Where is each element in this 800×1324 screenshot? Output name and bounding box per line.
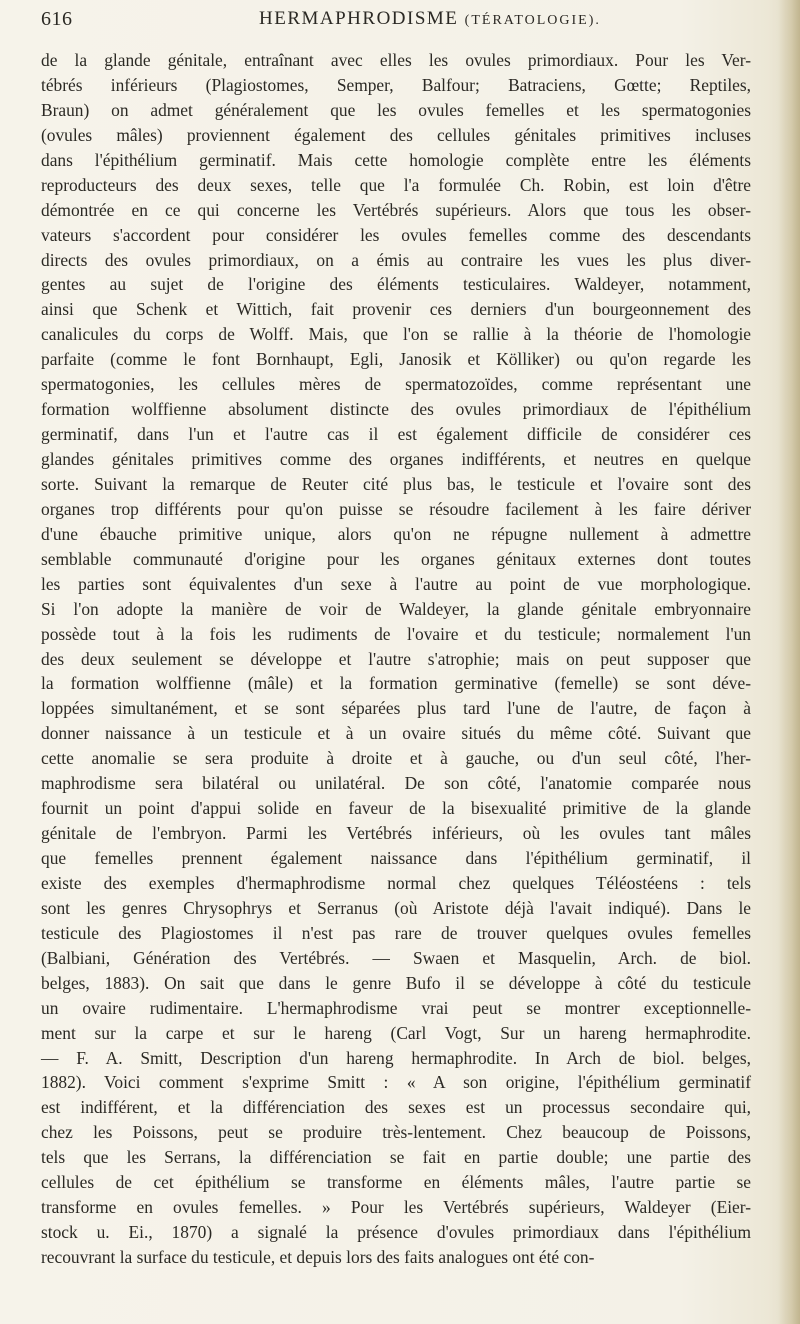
text-line: stock u. Ei., 1870) a signalé la présence d'ovules primordiaux dans l'épithélium — [41, 1222, 751, 1243]
text-line: ment sur la carpe et sur le hareng (Carl Vogt, Sur un hareng hermaphrodite. — [41, 1022, 751, 1043]
text-line: génitale de l'embryon. Parmi les Vertébrés inférieurs, où les ovules tant mâles — [41, 823, 751, 844]
text-line: Braun) on admet généralement que les ovules femelles et les spermatogonies — [41, 99, 751, 120]
text-line: (ovules mâles) proviennent également des cellules génitales primitives incluses — [41, 124, 751, 145]
page-number: 616 — [41, 8, 73, 30]
text-line: donner naissance à un testicule et à un ovaire situés du même côté. Suivant que — [41, 723, 751, 744]
page-header — [41, 8, 751, 38]
text-line: transforme en ovules femelles. » Pour les Vertébrés supérieurs, Waldeyer (Eier- — [41, 1197, 751, 1218]
text-line: chez les Poissons, peut se produire très-lentement. Chez beaucoup de Poissons, — [41, 1122, 751, 1143]
body-text — [41, 48, 751, 1270]
text-line: reproducteurs des deux sexes, telle que l'a formulée Ch. Robin, est loin d'être — [41, 174, 751, 195]
text-line: gentes au sujet de l'origine des éléments testiculaires. Waldeyer, notamment, — [41, 274, 751, 295]
page-edge-shading — [778, 0, 800, 1324]
running-title-main: HERMAPHRODISME — [259, 8, 459, 29]
text-line: cellules de cet épithélium se transforme en éléments mâles, l'autre partie se — [41, 1172, 751, 1193]
text-line: tébrés inférieurs (Plagiostomes, Semper, Balfour; Batraciens, Gœtte; Reptiles, — [41, 74, 751, 95]
text-line: glandes génitales primitives comme des organes indifférents, et neutres en quelque — [41, 449, 751, 469]
text-line: d'une ébauche primitive unique, alors qu'on ne répugne nullement à admettre — [41, 523, 751, 544]
text-line: parfaite (comme le font Bornhaupt, Egli, Janosik et Kölliker) ou qu'on regarde les — [41, 349, 751, 370]
text-line: les parties sont équivalentes d'un sexe à l'autre au point de vue morphologique. — [41, 573, 751, 594]
text-line: tels que les Serrans, la différenciation se fait en partie double; une partie des — [41, 1147, 751, 1168]
text-line: ainsi que Schenk et Wittich, fait provenir ces derniers d'un bourgeonnement des — [41, 299, 751, 320]
text-line: formation wolffienne absolument distincte des ovules primordiaux de l'épithélium — [41, 399, 751, 420]
text-line: spermatogonies, les cellules mères de spermatozoïdes, comme représentant une — [41, 374, 751, 395]
text-line: des deux seulement se développe et l'autre s'atrophie; mais on peut supposer que — [41, 648, 751, 669]
text-line: canalicules du corps de Wolff. Mais, que l'on se rallie à la théorie de l'homologie — [41, 324, 751, 345]
text-line: la formation wolffienne (mâle) et la formation germinative (femelle) se sont déve- — [41, 673, 751, 694]
text-line: fournit un point d'appui solide en faveur de la bisexualité primitive de la glande — [41, 798, 751, 819]
text-line: que femelles prennent également naissance dans l'épithélium germinatif, il — [41, 848, 751, 868]
text-line: démontrée en ce qui concerne les Vertébrés supérieurs. Alors que tous les obser- — [41, 199, 751, 220]
text-line: (Balbiani, Génération des Vertébrés. — Swaen et Masquelin, Arch. de biol. — [41, 947, 751, 968]
text-line: vateurs s'accordent pour considérer les ovules femelles comme des descendants — [41, 224, 751, 245]
text-line: germinatif, dans l'un et l'autre cas il est également difficile de considérer ces — [41, 424, 751, 445]
text-line: Si l'on adopte la manière de voir de Waldeyer, la glande génitale embryonnaire — [41, 598, 751, 619]
text-line: directs des ovules primordiaux, on a émis au contraire les vues les plus diver- — [41, 249, 751, 270]
text-line: semblable communauté d'origine pour les organes génitaux externes dont toutes — [41, 548, 751, 569]
running-title-subtitle: (TÉRATOLOGIE). — [464, 13, 601, 28]
text-line: testicule des Plagiostomes il n'est pas rare de trouver quelques ovules femelles — [41, 922, 751, 943]
text-line: maphrodisme sera bilatéral ou unilatéral. De son côté, l'anatomie comparée nous — [41, 773, 751, 794]
text-line: existe des exemples d'hermaphrodisme normal chez quelques Téléostéens : tels — [41, 872, 751, 893]
text-line: un ovaire rudimentaire. L'hermaphrodisme vrai peut se montrer exceptionnelle- — [41, 997, 751, 1018]
text-line: possède tout à la fois les rudiments de l'ovaire et du testicule; normalement l'un — [41, 623, 751, 644]
text-line: organes trop différents pour qu'on puisse se résoudre facilement à les faire dériver — [41, 498, 751, 519]
text-line: — F. A. Smitt, Description d'un hareng hermaphrodite. In Arch de biol. belges, — [41, 1047, 751, 1068]
text-line: sont les genres Chrysophrys et Serranus (où Aristote déjà l'avait indiqué). Dans le — [41, 897, 751, 918]
running-title — [259, 8, 601, 30]
text-line: est indifférent, et la différenciation des sexes est un processus secondaire qui, — [41, 1097, 751, 1118]
text-line: sorte. Suivant la remarque de Reuter cité plus bas, le testicule et l'ovaire sont des — [41, 473, 751, 494]
text-line: cette anomalie se sera produite à droite et à gauche, ou d'un seul côté, l'her- — [41, 748, 751, 769]
text-line: 1882). Voici comment s'exprime Smitt : « A son origine, l'épithélium germinatif — [41, 1072, 751, 1093]
text-line: de la glande génitale, entraînant avec elles les ovules primordiaux. Pour les Ver- — [41, 50, 751, 70]
text-line: belges, 1883). On sait que dans le genre Bufo il se développe à côté du testicule — [41, 972, 751, 993]
text-line: dans l'épithélium germinatif. Mais cette homologie complète entre les éléments — [41, 149, 751, 170]
text-line: loppées simultanément, et se sont séparées plus tard l'une de l'autre, de façon à — [41, 698, 751, 719]
text-line: recouvrant la surface du testicule, et depuis lors des faits analogues ont été con- — [41, 1247, 595, 1267]
